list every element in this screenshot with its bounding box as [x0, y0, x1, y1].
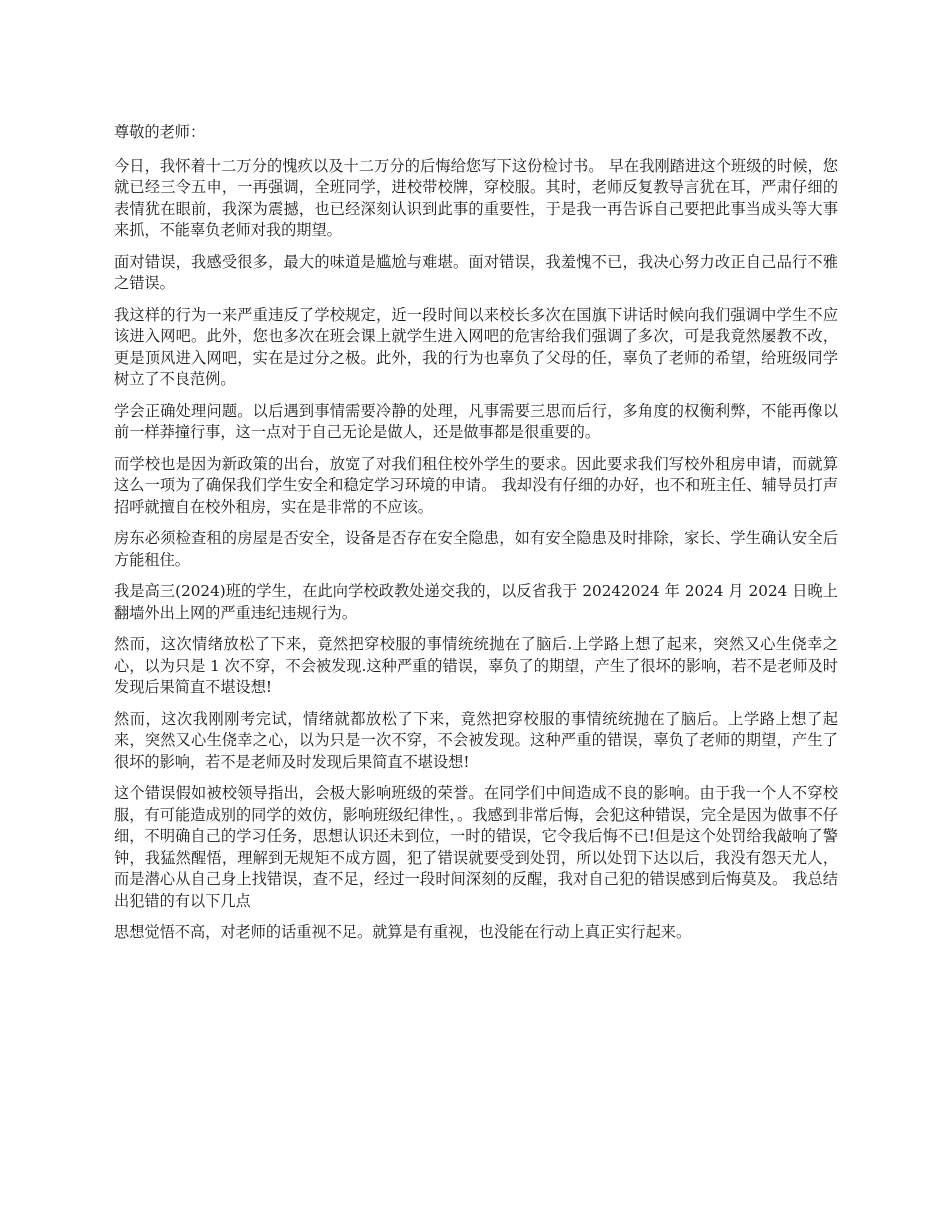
- paragraph-2: 面对错误，我感受很多，最大的味道是尴尬与难堪。面对错误，我羞愧不已，我决心努力改正自己品行不雅之错误。: [114, 252, 838, 292]
- paragraph-8: 然而，这次情绪放松了下来，竟然把穿校服的事情统统抛在了脑后.上学路上想了起来，突然又心生侥幸之心，以为只是 1 次不穿，不会被发现.这种严重的错误，辜负了的期望，产生了很坏的影响，若不是老师及时发现后果简直不堪设想!: [114, 635, 838, 696]
- paragraph-4: 学会正确处理问题。以后遇到事情需要冷静的处理，凡事需要三思而后行，多角度的权衡利弊，不能再像以前一样莽撞行事，这一点对于自己无论是做人，还是做事都是很重要的。: [114, 401, 838, 441]
- paragraph-1: 今日，我怀着十二万分的愧疚以及十二万分的后悔给您写下这份检讨书。 早在我刚踏进这个班级的时候，您就已经三令五申，一再强调，全班同学，进校带校牌，穿校服。其时，老师反复教导言犹在耳，严肃仔细的表情犹在眼前，我深为震撼，也已经深刻认识到此事的重要性，于是我一再告诉自己要把此事当成头等大事来抓，不能辜负老师对我的期望。: [114, 156, 838, 239]
- paragraph-7: 我是高三(2024)班的学生，在此向学校政教处递交我的，以反省我于 20242024 年 2024 月 2024 日晚上翻墙外出上网的严重违纪违规行为。: [114, 582, 838, 622]
- paragraph-5: 而学校也是因为新政策的出台，放宽了对我们租住校外学生的要求。因此要求我们写校外租房申请，而就算这么一项为了确保我们学生安全和稳定学习环境的申请。 我却没有仔细的办好，也不和班主任、辅导员打声招呼就擅自在校外租房，实在是非常的不应该。: [114, 454, 838, 516]
- document-body: [114, 122, 838, 954]
- paragraph-11: 思想觉悟不高，对老师的话重视不足。就算是有重视，也没能在行动上真正实行起来。: [114, 923, 692, 941]
- paragraph-10: 这个错误假如被校领导指出，会极大影响班级的荣誉。在同学们中间造成不良的影响。由于我一个人不穿校服，有可能造成别的同学的效仿，影响班级纪律性，。我感到非常后悔，会犯这种错误，完全是因为做事不仔细，不明确自己的学习任务，思想认识还未到位，一时的错误，它令我后悔不已!但是这个处罚给我敲响了警钟，我猛然醒悟，理解到无规矩不成方圆，犯了错误就要受到处罚，所以处罚下达以后，我没有怨天尤人，而是潜心从自己身上找错误，查不足，经过一段时间深刻的反醒，我对自己犯的错误感到后悔莫及。 我总结出犯错的有以下几点: [114, 784, 838, 910]
- paragraph-3: 我这样的行为一来严重违反了学校规定，近一段时间以来校长多次在国旗下讲话时候向我们强调中学生不应该进入网吧。此外，您也多次在班会课上就学生进入网吧的危害给我们强调了多次，可是我竟然屡教不改，更是顶风进入网吧，实在是过分之极。此外，我的行为也辜负了父母的任，辜负了老师的希望，给班级同学树立了不良范例。: [114, 305, 838, 388]
- salutation: 尊敬的老师：: [114, 123, 206, 141]
- paragraph-9: 然而，这次我刚刚考完试，情绪就都放松了下来，竟然把穿校服的事情统统抛在了脑后。上学路上想了起来，突然又心生侥幸之心，以为只是一次不穿，不会被发现。这种严重的错误，辜负了老师的期望，产生了很坏的影响，若不是老师及时发现后果简直不堪设想!: [114, 709, 838, 771]
- paragraph-6: 房东必须检查租的房屋是否安全，设备是否存在安全隐患，如有安全隐患及时排除，家长、学生确认安全后方能租住。: [114, 529, 838, 569]
